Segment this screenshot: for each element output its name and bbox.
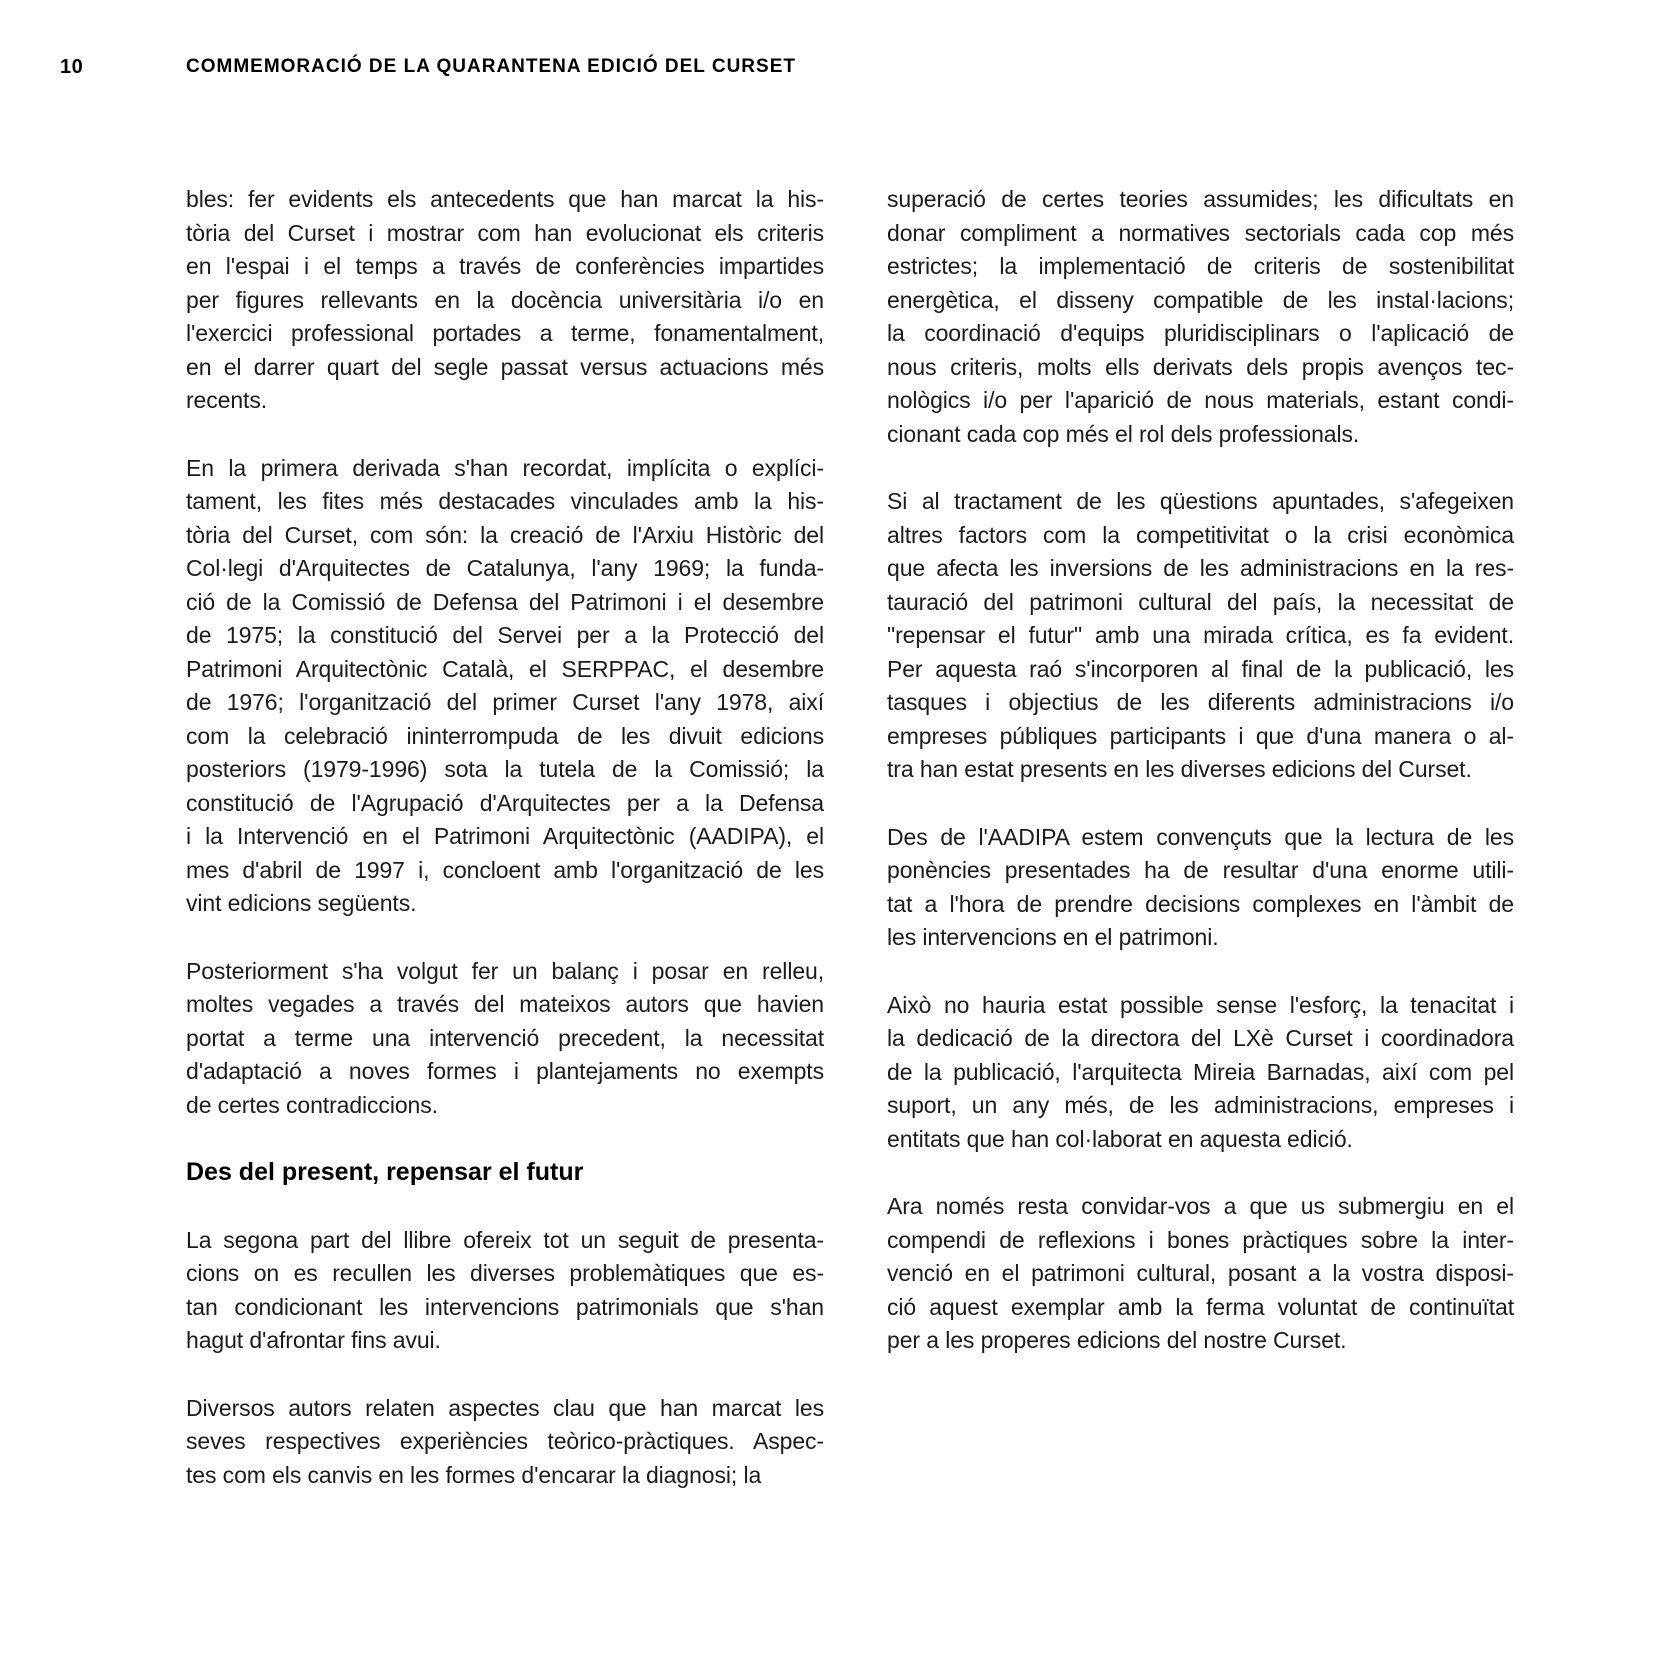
text-line: portat a terme una intervenció precedent, la necessitat	[186, 1024, 824, 1051]
text-line: constitució de l'Agrupació d'Arquitectes per a la Defensa	[186, 789, 824, 816]
text-line: cionant cada cop més el rol dels professionals.	[887, 420, 1360, 447]
text-line: tes com els canvis en les formes d'encarar la diagnosi; la	[186, 1461, 762, 1488]
text-line: l'exercici professional portades a terme, fonamentalment,	[186, 320, 824, 346]
body-paragraph	[887, 1190, 1514, 1358]
body-paragraph	[887, 821, 1514, 955]
text-line: tòria del Curset, com són: la creació de l'Arxiu Històric del	[186, 521, 824, 548]
text-line: Patrimoni Arquitectònic Català, el SERPPAC, el desembre	[186, 655, 824, 682]
text-line: estrictes; la implementació de criteris de sostenibilitat	[887, 253, 1514, 279]
body-paragraph	[186, 183, 824, 418]
text-line: d'adaptació a noves formes i plantejaments no exempts	[186, 1058, 824, 1084]
text-line: vint edicions següents.	[186, 890, 417, 916]
text-line: per figures rellevants en la docència universitària i/o en	[186, 286, 824, 313]
body-paragraph	[186, 1392, 824, 1493]
text-line: de 1975; la constitució del Servei per a la Protecció del	[186, 622, 824, 648]
text-line: Col·legi d'Arquitectes de Catalunya, l'any 1969; la funda-	[186, 555, 824, 581]
body-paragraph	[887, 485, 1514, 787]
text-line: Posteriorment s'ha volgut fer un balanç i posar en relleu,	[186, 957, 824, 984]
text-line: cions on es recullen les diverses problemàtiques que es-	[186, 1260, 824, 1286]
text-line: de la publicació, l'arquitecta Mireia Barnadas, així com pel	[887, 1058, 1514, 1085]
text-line: tra han estat presents en les diverses edicions del Curset.	[887, 756, 1472, 782]
text-line: compendi de reflexions i bones pràctiques sobre la inter-	[887, 1226, 1514, 1253]
text-line: Des de l'AADIPA estem convençuts que la lectura de les	[887, 823, 1514, 850]
text-line: La segona part del llibre ofereix tot un seguit de presenta-	[186, 1226, 824, 1253]
text-line: donar compliment a normatives sectorials cada cop més	[887, 219, 1514, 246]
text-line: tasques i objectius de les diferents administracions i/o	[887, 689, 1514, 715]
text-line: Diversos autors relaten aspectes clau que han marcat les	[186, 1394, 824, 1421]
text-line: la dedicació de la directora del LXè Curset i coordinadora	[887, 1025, 1514, 1051]
body-paragraph	[186, 955, 824, 1123]
text-line: Ara només resta convidar-vos a que us submergiu en el	[887, 1193, 1514, 1219]
text-line: tan condicionant les intervencions patrimonials que s'han	[186, 1293, 824, 1320]
text-line: tament, les fites més destacades vinculades amb la his-	[186, 488, 824, 514]
text-line: per a les properes edicions del nostre Curset.	[887, 1327, 1347, 1353]
text-line: suport, un any més, de les administracions, empreses i	[887, 1092, 1514, 1118]
text-line: la coordinació d'equips pluridisciplinars o l'aplicació de	[887, 320, 1514, 346]
text-line: tauració del patrimoni cultural del país, la necessitat de	[887, 588, 1514, 615]
text-line: Per aquesta raó s'incorporen al final de la publicació, les	[887, 655, 1514, 682]
text-line: bles: fer evidents els antecedents que han marcat la his-	[186, 186, 824, 212]
text-line: mes d'abril de 1997 i, concloent amb l'organització de les	[186, 856, 824, 883]
text-line: seves respectives experiències teòrico-pràctiques. Aspec-	[186, 1428, 824, 1454]
text-line: en el darrer quart del segle passat versus actuacions més	[186, 353, 824, 380]
column-right	[887, 183, 1514, 1392]
text-line: en l'espai i el temps a través de conferències impartides	[186, 253, 824, 279]
section-heading: Des del present, repensar el futur	[186, 1158, 584, 1186]
text-line: superació de certes teories assumides; les dificultats en	[887, 186, 1514, 212]
text-line: que afecta les inversions de les administracions en la res-	[887, 555, 1514, 581]
body-paragraph	[887, 183, 1514, 451]
text-line: ponències presentades ha de resultar d'una enorme utili-	[887, 857, 1514, 883]
text-line: "repensar el futur" amb una mirada crítica, es fa evident.	[887, 622, 1514, 648]
text-line: moltes vegades a través del mateixos autors que havien	[186, 991, 824, 1017]
text-line: i la Intervenció en el Patrimoni Arquitectònic (AADIPA), el	[186, 823, 824, 849]
text-line: Això no hauria estat possible sense l'esforç, la tenacitat i	[887, 991, 1514, 1018]
text-line: hagut d'afrontar fins avui.	[186, 1327, 441, 1353]
text-line: empreses públiques participants i que d'una manera o al-	[887, 722, 1514, 749]
running-title: COMMEMORACIÓ DE LA QUARANTENA EDICIÓ DEL CURSET	[186, 56, 796, 77]
text-line: entitats que han col·laborat en aquesta edició.	[887, 1125, 1353, 1152]
body-paragraph	[186, 1224, 824, 1358]
text-line: les intervencions en el patrimoni.	[887, 924, 1219, 950]
text-line: com la celebració ininterrompuda de les divuit edicions	[186, 722, 824, 749]
text-line: recents.	[186, 387, 268, 413]
text-line: nològics i/o per l'aparició de nous materials, estant condi-	[887, 387, 1514, 413]
text-line: ció aquest exemplar amb la ferma voluntat de continuïtat	[887, 1293, 1514, 1320]
text-line: altres factors com la competitivitat o la crisi econòmica	[887, 521, 1514, 548]
body-paragraph	[887, 989, 1514, 1157]
text-line: de certes contradiccions.	[186, 1091, 438, 1118]
body-paragraph	[186, 452, 824, 921]
text-line: venció en el patrimoni cultural, posant a la vostra disposi-	[887, 1260, 1514, 1286]
column-left	[186, 183, 824, 1526]
text-line: tat a l'hora de prendre decisions complexes en l'àmbit de	[887, 890, 1514, 917]
text-line: nous criteris, molts ells derivats dels propis avenços tec-	[887, 353, 1514, 380]
text-line: de 1976; l'organització del primer Curset l'any 1978, així	[186, 689, 824, 715]
page-number: 10	[60, 56, 84, 78]
text-line: energètica, el disseny compatible de les instal·lacions;	[887, 286, 1514, 313]
text-line: ció de la Comissió de Defensa del Patrimoni i el desembre	[186, 588, 824, 615]
text-line: Si al tractament de les qüestions apuntades, s'afegeixen	[887, 488, 1514, 514]
text-line: tòria del Curset i mostrar com han evolucionat els criteris	[186, 219, 824, 246]
text-line: En la primera derivada s'han recordat, implícita o explíci-	[186, 454, 824, 481]
text-line: posteriors (1979-1996) sota la tutela de la Comissió; la	[186, 756, 824, 782]
